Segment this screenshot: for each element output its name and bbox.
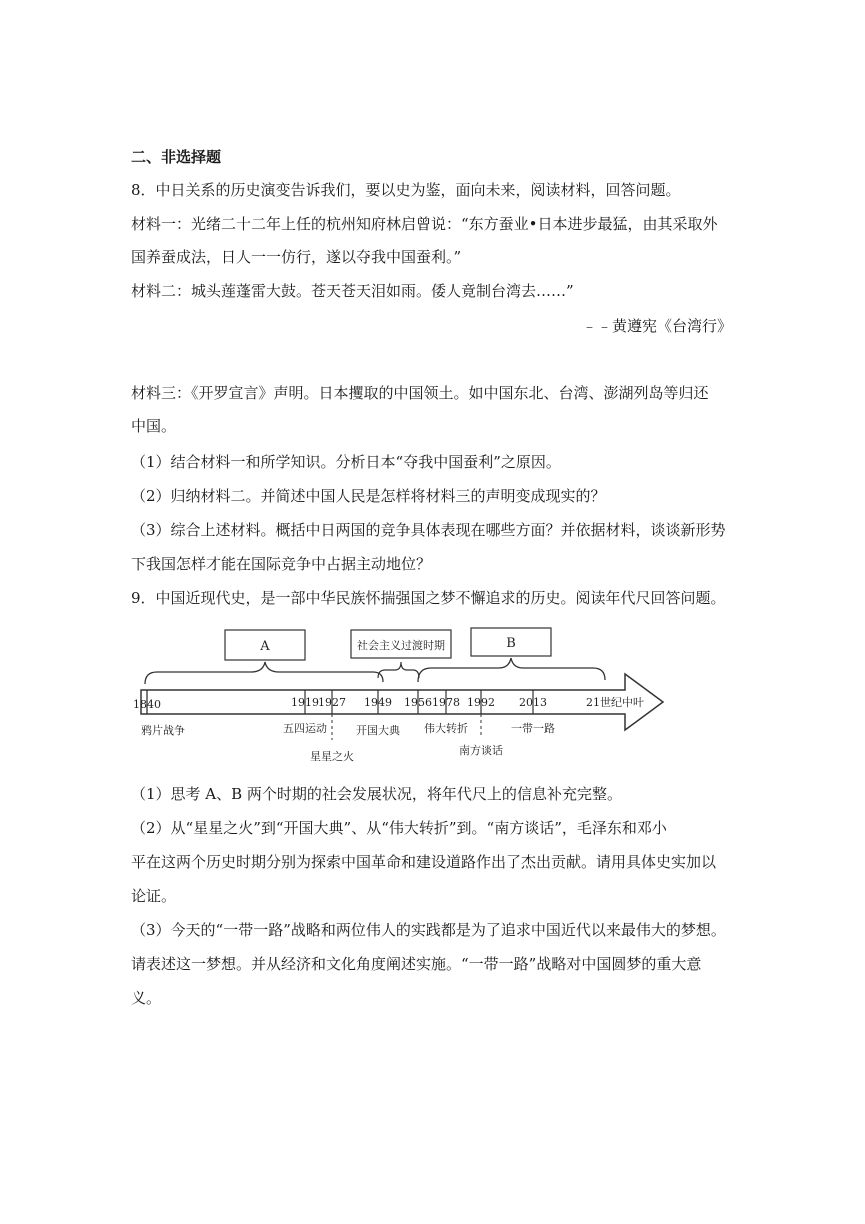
timeline-arrow — [141, 674, 663, 730]
year-1927: 1927 — [318, 696, 346, 709]
q8-material3-line2: 中国。 — [131, 417, 177, 435]
timeline-svg — [133, 622, 668, 772]
event-single-spark: 星星之火 — [310, 750, 354, 763]
q8-material3-line1: 材料三：《开罗宣言》声明。日本攫取的中国领土。如中国东北、台湾、澎湖列岛等归还 — [131, 384, 709, 402]
q9-sub2-line2: 平在这两个历史时期分别为探索中国革命和建设道路作出了杰出贡献。请用具体史实加以 — [131, 853, 717, 871]
q8-sub2: （2）归纳材料二。并简述中国人民是怎样将材料三的声明变成现实的？ — [131, 487, 606, 505]
q8-sub3-line2: 下我国怎样才能在国际竞争中占据主动地位？ — [131, 555, 432, 573]
q9-sub2-line1: （2）从“星星之火”到“开国大典”、从“伟大转折”到。“南方谈话”，毛泽东和邓小 — [131, 819, 667, 837]
event-great-turning: 伟大转折 — [424, 722, 468, 735]
event-opium-war: 鸦片战争 — [141, 724, 185, 737]
year-1919: 1919 — [291, 696, 319, 709]
timeline-brace-middle — [378, 662, 419, 678]
event-southern-talk: 南方谈话 — [459, 744, 503, 757]
q9-stem: 9．中国近现代史，是一部中华民族怀揣强国之梦不懈追求的历史。阅读年代尺回答问题。 — [131, 589, 726, 607]
q8-material1-line2: 国养蚕成法，日人一一仿行，遂以夺我中国蚕利。” — [131, 248, 462, 266]
timeline-box-a-label: A — [260, 639, 270, 654]
q9-sub1: （1）思考 A、B 两个时期的社会发展状况，将年代尺上的信息补充完整。 — [131, 785, 622, 803]
timeline-brace-b — [418, 658, 605, 682]
timeline-box-middle-label: 社会主义过渡时期 — [357, 639, 445, 652]
q9-sub3-line1: （3）今天的“一带一路”战略和两位伟人的实践都是为了追求中国近代以来最伟大的梦想。 — [131, 921, 726, 939]
q9-sub3-line2: 请表述这一梦想。并从经济和文化角度阐述实施。“一带一路”战略对中国圆梦的重大意 — [131, 955, 702, 973]
event-may-fourth: 五四运动 — [283, 722, 327, 735]
q8-sub3-line1: （3）综合上述材料。概括中日两国的竞争具体表现在哪些方面？并依据材料，谈谈新形势 — [131, 521, 726, 539]
year-2013: 2013 — [519, 696, 547, 709]
year-1956: 1956 — [404, 696, 432, 709]
q8-material2: 材料二：城头莲蓬雷大鼓。苍天苍天泪如雨。倭人竟制台湾去……” — [131, 282, 574, 300]
section-title: 二、非选择题 — [131, 148, 222, 166]
q8-stem: 8．中日关系的历史演变告诉我们，要以史为鉴，面向未来，阅读材料，回答问题。 — [131, 181, 681, 199]
event-founding-ceremony: 开国大典 — [356, 724, 400, 737]
year-1992: 1992 — [467, 696, 495, 709]
timeline-figure — [133, 622, 668, 772]
q9-sub3-line3: 义。 — [131, 989, 162, 1007]
year-1949: 1949 — [364, 696, 392, 709]
q8-material2-source: ﹣﹣黄遵宪《台湾行》 — [581, 317, 732, 335]
year-1978: 1978 — [432, 696, 460, 709]
year-21c: 21世纪中叶 — [586, 696, 644, 709]
timeline-box-b-label: B — [506, 636, 516, 651]
q8-material1-line1: 材料一：光绪二十二年上任的杭州知府林启曾说：“东方蚕业•日本进步最猛，由其采取外 — [131, 215, 718, 233]
timeline-brace-a — [145, 662, 383, 684]
event-belt-road: 一带一路 — [511, 722, 555, 735]
q8-sub1: （1）结合材料一和所学知识。分析日本“夺我中国蚕利”之原因。 — [131, 453, 561, 471]
year-1840: 1840 — [133, 698, 161, 711]
q9-sub2-line3: 论证。 — [131, 887, 177, 905]
